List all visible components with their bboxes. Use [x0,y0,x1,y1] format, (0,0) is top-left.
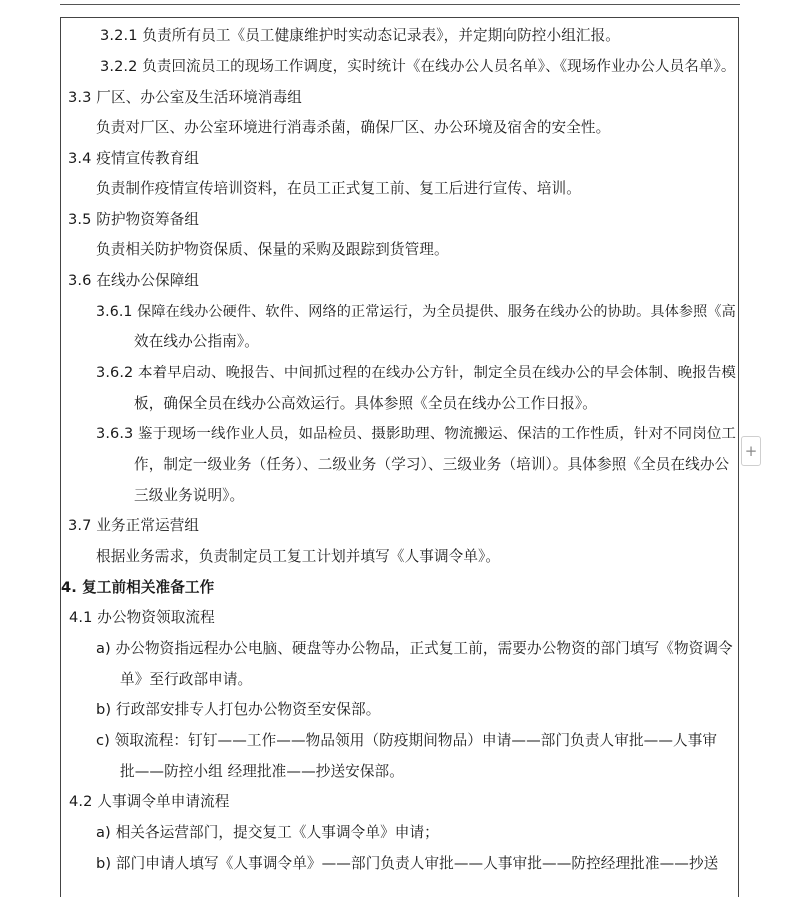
page-top-edge [60,4,740,5]
list-item-b: b) 部门申请人填写《人事调令单》——部门负责人审批——人事审批——防控经理批准——抄送 [96,855,719,872]
expand-button[interactable] [741,436,761,466]
heading-3-3: 3.3 厂区、办公室及生活环境消毒组 [68,89,302,106]
text-line: 负责制作疫情宣传培训资料，在员工正式复工前、复工后进行宣传、培训。 [96,180,581,197]
text-line: 三级业务说明》。 [134,487,245,504]
text-line-3-6-2: 3.6.2 本着早启动、晚报告、中间抓过程的在线办公方针，制定全员在线办公的早会体制、晚报告模 [96,365,737,381]
text-line: 根据业务需求，负责制定员工复工计划并填写《人事调令单》。 [96,548,501,565]
list-item-c: c) 领取流程：钉钉——工作——物品领用（防疫期间物品）申请——部门负责人审批——人事审 [96,732,718,749]
heading-3-5: 3.5 防护物资筹备组 [68,211,200,228]
text-line-3-2-1: 3.2.1 负责所有员工《员工健康维护时实动态记录表》，并定期向防控小组汇报。 [100,27,620,44]
list-item-b: b) 行政部安排专人打包办公物资至安保部。 [96,701,381,718]
text-line: 作，制定一级业务（任务）、二级业务（学习）、三级业务（培训）。具体参照《全员在线办公 [134,456,730,473]
text-line: 单》至行政部申请。 [120,671,253,688]
text-line-3-6-1: 3.6.1 保障在线办公硬件、软件、网络的正常运行，为全员提供、服务在线办公的协助。具体参照《高 [96,304,736,320]
heading-3-7: 3.7 业务正常运营组 [68,517,200,534]
text-line-3-2-2: 3.2.2 负责回流员工的现场工作调度，实时统计《在线办公人员名单》、《现场作业办公人员名单》。 [100,58,736,75]
plus-icon: + [744,442,758,460]
section-heading-4: 4. 复工前相关准备工作 [61,579,215,596]
heading-4-2: 4.2 人事调令单申请流程 [69,793,230,810]
heading-3-4: 3.4 疫情宣传教育组 [68,150,200,167]
list-item-a: a) 相关各运营部门，提交复工《人事调令单》申请； [96,824,439,841]
list-item-a: a) 办公物资指远程办公电脑、硬盘等办公物品，正式复工前，需要办公物资的部门填写《物资调令 [96,640,733,657]
text-line: 负责相关防护物资保质、保量的采购及跟踪到货管理。 [96,241,449,258]
text-line: 批——防控小组 经理批准——抄送安保部。 [120,763,404,780]
heading-3-6: 3.6 在线办公保障组 [68,272,200,289]
text-line-3-6-3: 3.6.3 鉴于现场一线作业人员，如品检员、摄影助理、物流搬运、保洁的工作性质，针对不同岗位工 [96,426,737,442]
text-line: 效在线办公指南》。 [134,333,259,350]
text-line: 负责对厂区、办公室环境进行消毒杀菌，确保厂区、办公环境及宿舍的安全性。 [96,119,611,136]
heading-4-1: 4.1 办公物资领取流程 [69,609,215,626]
text-line: 板，确保全员在线办公高效运行。具体参照《全员在线办公工作日报》。 [134,395,597,412]
